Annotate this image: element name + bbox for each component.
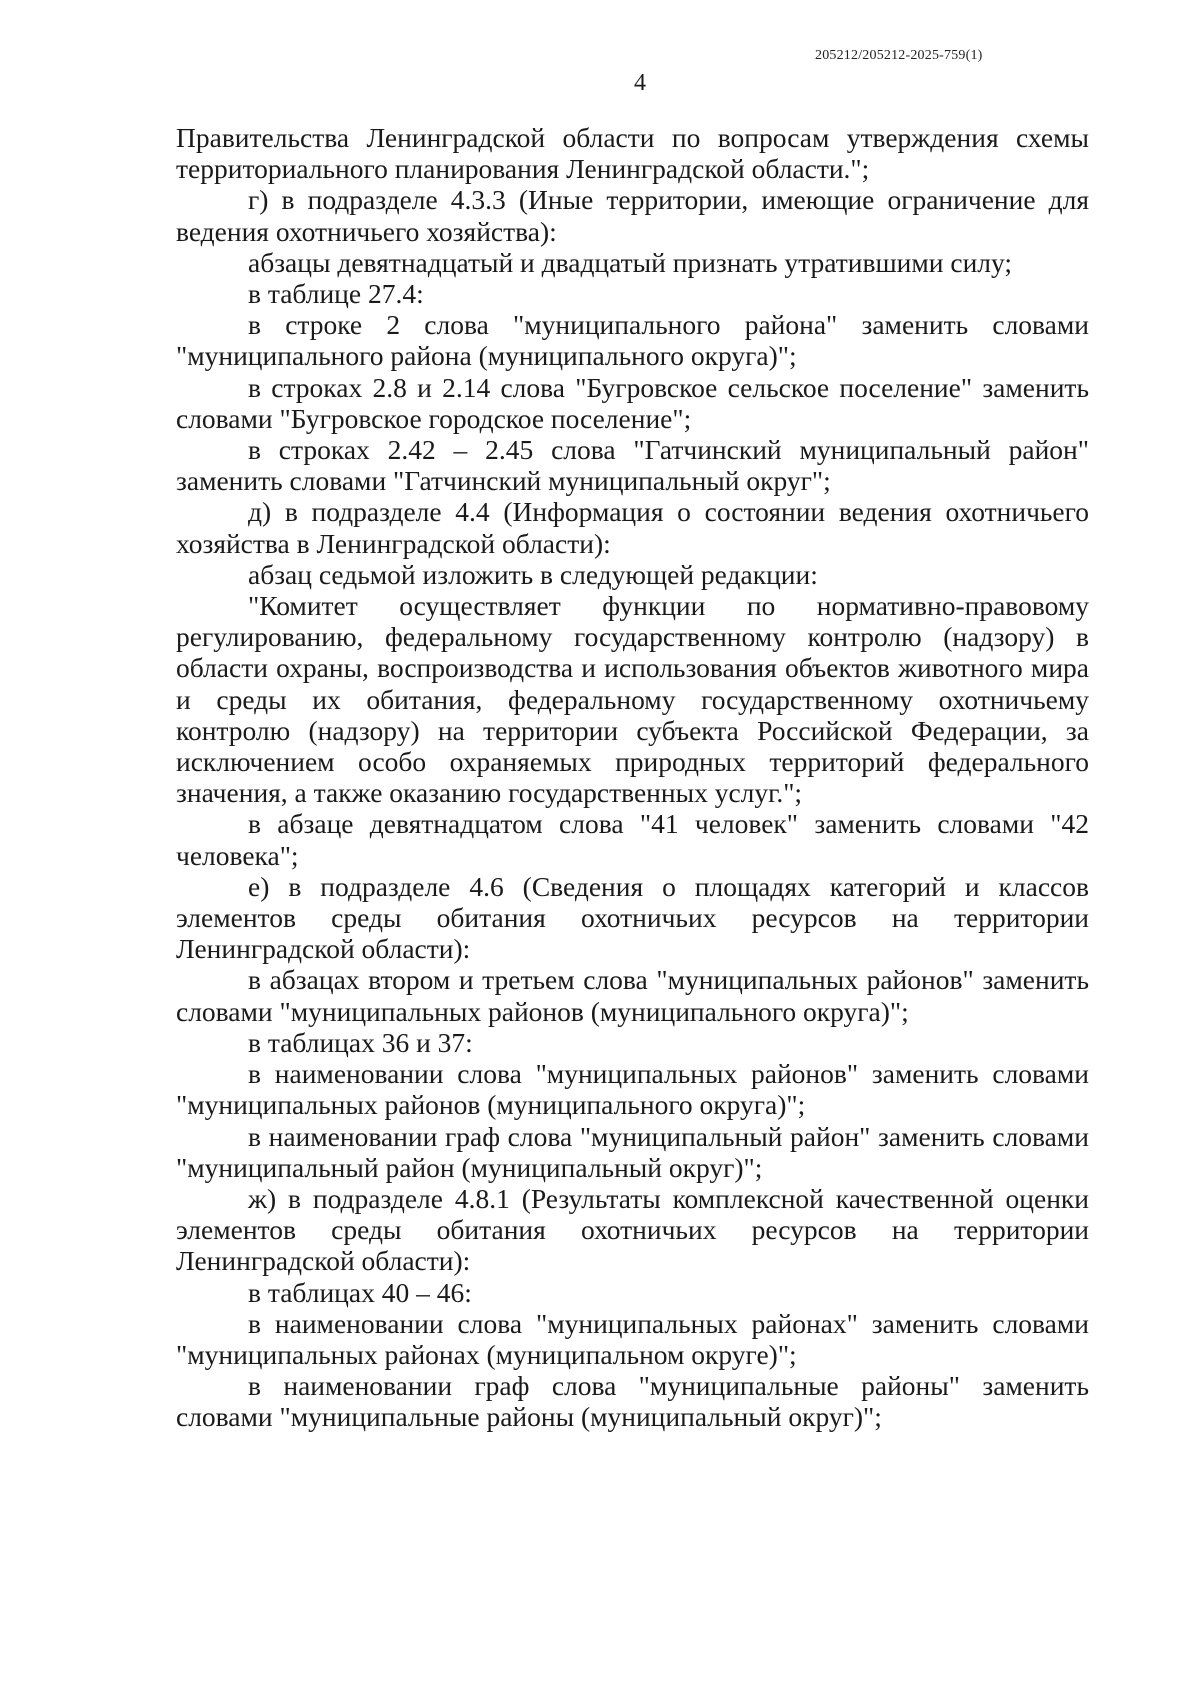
document-body [176,122,1089,1433]
paragraph: абзацы девятнадцатый и двадцатый признать утратившими силу; [248,246,1013,278]
paragraph: е) в подразделе 4.6 (Сведения о площадях категорий и классов элементов среды обитания охотничьих ресурсов на территории Ленинградской области): [176,870,1089,965]
paragraph: в абзацах втором и третьем слова "муниципальных районов" заменить словами "муниципальных районов (муниципального округа)"; [176,964,1089,1027]
paragraph: абзац седьмой изложить в следующей редакции: [248,558,818,590]
paragraph: в абзаце девятнадцатом слова "41 человек" заменить словами "42 человека"; [176,808,1089,871]
paragraph: в строке 2 слова "муниципального района" заменить словами "муниципального района (муниципального округа)"; [176,309,1089,372]
paragraph: "Комитет осуществляет функции по нормативно-правовому регулированию, федеральному государственному контролю (надзору) в области охраны, воспроизводства и использования объектов животного мира и среды их обитания, федеральному государственному охотничьему контролю (надзору) на территории субъекта Российской Федерации, за исключением особо охраняемых природных территорий федерального значения, а также оказанию государственных услуг."; [176,590,1089,809]
paragraph: в таблицах 40 – 46: [248,1276,472,1308]
paragraph: в таблицах 36 и 37: [248,1026,473,1058]
paragraph: в наименовании граф слова "муниципальный район" заменить словами "муниципальный район (муниципальный округ)"; [176,1120,1089,1183]
paragraph: ж) в подразделе 4.8.1 (Результаты комплексной качественной оценки элементов среды обитания охотничьих ресурсов на территории Ленинградской области): [176,1182,1089,1277]
paragraph: в наименовании слова "муниципальных районах" заменить словами "муниципальных районах (муниципальном округе)"; [176,1307,1089,1370]
paragraph: д) в подразделе 4.4 (Информация о состоянии ведения охотничьего хозяйства в Ленинградской области): [176,496,1089,559]
paragraph: Правительства Ленинградской области по вопросам утверждения схемы территориального планирования Ленинградской области."; [176,122,1089,185]
document-id: 205212/205212-2025-759(1) [815,48,983,63]
paragraph: в таблице 27.4: [248,278,424,310]
paragraph: в наименовании граф слова "муниципальные районы" заменить словами "муниципальные районы (муниципальный округ)"; [176,1370,1089,1433]
paragraph: в строках 2.8 и 2.14 слова "Бугровское сельское поселение" заменить словами "Бугровское городское поселение"; [176,371,1089,434]
paragraph: в строках 2.42 – 2.45 слова "Гатчинский муниципальный район" заменить словами "Гатчинский муниципальный округ"; [176,434,1089,497]
page-number: 4 [634,70,646,96]
paragraph: г) в подразделе 4.3.3 (Иные территории, имеющие ограничение для ведения охотничьего хозяйства): [176,184,1089,247]
paragraph: в наименовании слова "муниципальных районов" заменить словами "муниципальных районов (муниципального округа)"; [176,1058,1089,1121]
